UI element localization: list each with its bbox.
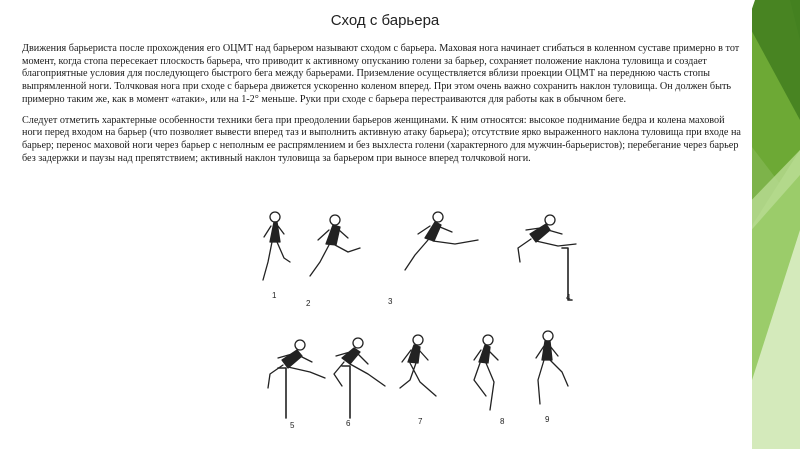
pose-label-2: 2: [306, 299, 311, 308]
pose-label-9: 9: [545, 415, 550, 424]
pose-label-5: 5: [290, 421, 295, 430]
paragraph-2: Следует отметить характерные особенности техники бега при преодолении барьеров женщинами. К ним относятся: высокое поднимание бедра и колена маховой ноги перед входом на барьер (что позволяет вывести вперед таз и выполнить активную атаку барьера); отсутствие ярко выраженного наклона туловища при входе на барьер; перенос маховой ноги через барьер с неполным ее распрямлением и без выхлеста голени (характерного для мужчин-барьеристов); перебегание через барьер без задержки и паузы над препятствием; активный наклон туловища за барьером при выносе вперед толчковой ноги.: [22, 114, 741, 164]
pose-label-7: 7: [418, 417, 423, 426]
hurdler-pose-4: [518, 215, 576, 300]
paragraph-1: Движения барьериста после прохождения его ОЦМТ над барьером называют сходом с барьера. Маховая нога начинает сгибаться в коленном суставе примерно в тот момент, когда стопа пересекает плоскость барьера, что приводит к активному опусканию голени за барьер, сохраняет положение наклона туловища и создает благоприятные условия для последующего быстрого бега между барьерами. Приземление осуществляется вблизи проекции ОЦМТ на переднюю часть стопы выпрямленной ноги. Толчковая нога при сходе с барьера движется ускоренно коленом вперед. При этом очень важно сохранить наклон туловища. Он должен быть примерно таким же, как в момент «атаки», или на 1-2° меньше. Руки при сходе с барьера перестраиваются для работы как в обычном беге.: [22, 43, 740, 105]
hurdler-pose-3: [405, 212, 478, 270]
hurdler-pose-7: [400, 335, 436, 396]
hurdler-pose-5: [268, 340, 325, 418]
hurdler-pose-9: [536, 331, 568, 404]
slide-title: Сход с барьера: [330, 12, 440, 29]
hurdler-pose-2: [310, 215, 360, 276]
slide-body: [22, 43, 746, 173]
hurdler-pose-6: [334, 338, 385, 418]
hurdler-pose-8: [474, 335, 498, 410]
pose-label-8: 8: [500, 417, 505, 426]
pose-label-4: 4: [566, 293, 571, 302]
pose-label-1: 1: [272, 291, 277, 300]
pose-label-3: 3: [388, 297, 393, 306]
pose-label-6: 6: [346, 419, 351, 428]
hurdler-pose-1: [263, 212, 290, 280]
hurdler-sequence-figure: [250, 200, 590, 430]
